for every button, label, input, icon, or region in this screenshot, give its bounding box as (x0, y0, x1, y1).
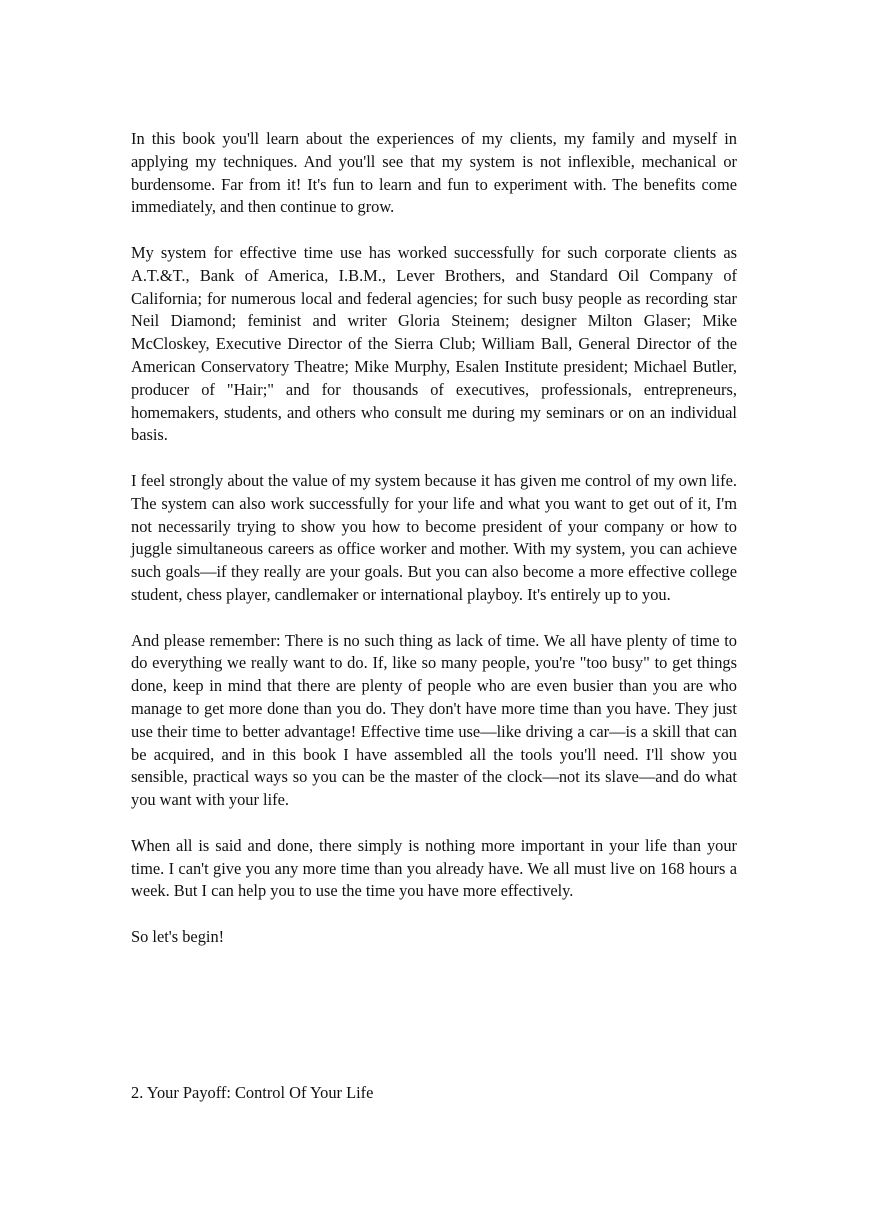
paragraph-clients: My system for effective time use has worked successfully for such corporate clients as A.T.&T., Bank of America, I.B.M., Lever Brothers, and Standard Oil Company of California; for numerous local and federal agencies; for such busy people as recording star Neil Diamond; feminist and writer Gloria Steinem; designer Milton Glaser; Mike McCloskey, Executive Director of the Sierra Club; William Ball, General Director of the American Conservatory Theatre; Mike Murphy, Esalen Institute president; Michael Butler, producer of "Hair;" and for thousands of executives, professionals, entrepreneurs, homemakers, students, and others who consult me during my seminars or on an individual basis. (131, 242, 737, 445)
chapter-heading: 2. Your Payoff: Control Of Your Life (131, 1083, 374, 1102)
document-body (131, 128, 737, 971)
paragraph-importance-of-time: When all is said and done, there simply is nothing more important in your life than your time. I can't give you any more time than you already have. We all must live on 168 hours a week. But I can help you to use the time you have more effectively. (131, 835, 737, 901)
paragraph-intro-experiences: In this book you'll learn about the experiences of my clients, my family and myself in applying my techniques. And you'll see that my system is not inflexible, mechanical or burdensome. Far from it! It's fun to learn and fun to experiment with. The benefits come immediately, and then continue to grow. (131, 129, 737, 217)
paragraph-value-of-system: I feel strongly about the value of my system because it has given me control of my own life. The system can also work successfully for your life and what you want to get out of it, I'm not necessarily trying to show you how to become president of your company or how to juggle simultaneous careers as office worker and mother. With my system, you can achieve such goals—if they really are your goals. But you can also become a more effective college student, chess player, candlemaker or international playboy. It's entirely up to you. (131, 470, 737, 604)
paragraph-lack-of-time: And please remember: There is no such thing as lack of time. We all have plenty of time to do everything we really want to do. If, like so many people, you're "too busy" to get things done, keep in mind that there are plenty of people who are even busier than you are who manage to get more done than you do. They don't have more time than you have. They just use their time to better advantage! Effective time use—like driving a car—is a skill that can be acquired, and in this book I have assembled all the tools you'll need. I'll show you sensible, practical ways so you can be the master of the clock—not its slave—and do what you want with your life. (131, 630, 737, 810)
paragraph-lets-begin: So let's begin! (131, 926, 225, 946)
